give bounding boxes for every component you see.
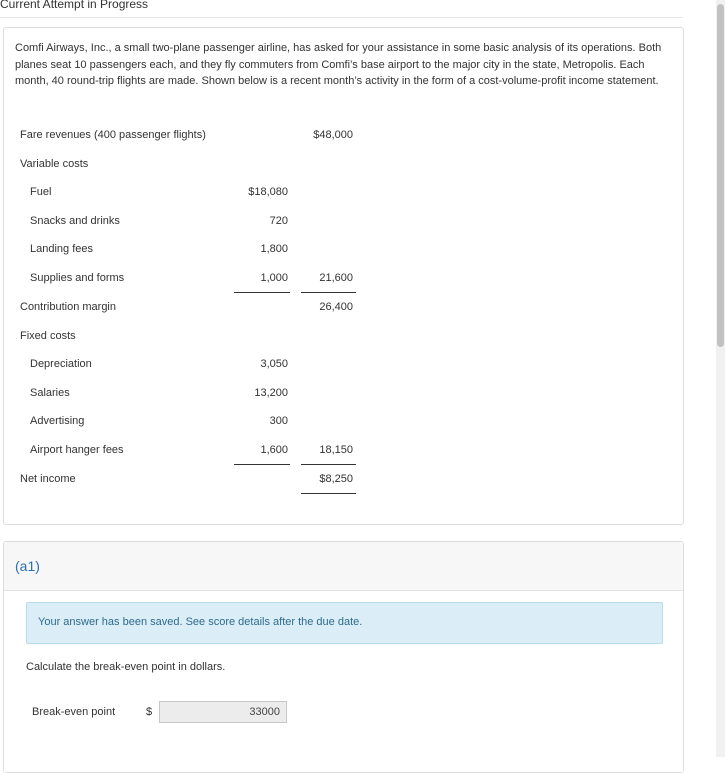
fixed-subtotal-underline bbox=[234, 464, 290, 465]
fixed-total-underline bbox=[301, 464, 356, 465]
variable-costs-label: Variable costs bbox=[20, 158, 89, 170]
part-a1-body bbox=[4, 591, 683, 772]
landing-fees-label: Landing fees bbox=[30, 243, 93, 255]
salaries-value: 13,200 bbox=[254, 387, 288, 399]
fare-revenues-label: Fare revenues (400 passenger flights) bbox=[20, 129, 206, 141]
supplies-value: 1,000 bbox=[260, 272, 288, 284]
snacks-value: 720 bbox=[269, 215, 288, 227]
question-text: Calculate the break-even point in dollars. bbox=[26, 661, 226, 673]
depreciation-value: 3,050 bbox=[260, 358, 288, 370]
net-income-value: $8,250 bbox=[319, 473, 353, 485]
part-a1-label: (a1) bbox=[15, 558, 40, 574]
landing-fees-value: 1,800 bbox=[260, 243, 288, 255]
hanger-fees-value: 1,600 bbox=[260, 444, 288, 456]
variable-total-underline bbox=[301, 292, 356, 293]
problem-description: Comfi Airways, Inc., a small two-plane passenger airline, has asked for your assistance in some basic analysis of its operations. Both planes seat 10 passengers each, and they fly commuters from Comfi’s base airport to the major city in the state, Metropolis. Each month, 40 round-trip flights are made. Shown below is a recent month’s activity in the form of a cost-volume-profit income statement. bbox=[15, 42, 662, 87]
hanger-fees-label: Airport hanger fees bbox=[30, 444, 124, 456]
part-a1-card bbox=[3, 541, 684, 773]
break-even-label: Break-even point bbox=[32, 706, 116, 718]
fixed-costs-label: Fixed costs bbox=[20, 330, 76, 342]
break-even-input[interactable]: 33000 bbox=[159, 701, 287, 723]
net-income-double-underline-top bbox=[301, 493, 356, 494]
fuel-value: $18,080 bbox=[248, 186, 288, 198]
page-scrollbar[interactable] bbox=[716, 0, 725, 757]
saved-notice-banner bbox=[26, 602, 663, 644]
saved-notice-text: Your answer has been saved. See score details after the due date. bbox=[38, 616, 363, 628]
fuel-label: Fuel bbox=[30, 186, 52, 198]
salaries-label: Salaries bbox=[30, 387, 70, 399]
part-a1-header bbox=[4, 542, 683, 591]
title-divider bbox=[0, 17, 683, 18]
total-variable-value: 21,600 bbox=[319, 272, 353, 284]
depreciation-label: Depreciation bbox=[30, 358, 92, 370]
supplies-label: Supplies and forms bbox=[30, 272, 125, 284]
advertising-value: 300 bbox=[269, 415, 288, 427]
contribution-margin-label: Contribution margin bbox=[20, 301, 116, 313]
snacks-label: Snacks and drinks bbox=[30, 215, 120, 227]
currency-symbol: $ bbox=[146, 706, 153, 718]
page-title: Current Attempt in Progress bbox=[0, 0, 149, 11]
variable-subtotal-underline bbox=[234, 292, 290, 293]
advertising-label: Advertising bbox=[30, 415, 85, 427]
total-fixed-value: 18,150 bbox=[319, 444, 353, 456]
problem-card bbox=[3, 27, 684, 525]
contribution-margin-value: 26,400 bbox=[319, 301, 353, 313]
net-income-label: Net income bbox=[20, 473, 76, 485]
scrollbar-thumb[interactable] bbox=[717, 4, 724, 347]
fare-revenues-value: $48,000 bbox=[313, 129, 353, 141]
